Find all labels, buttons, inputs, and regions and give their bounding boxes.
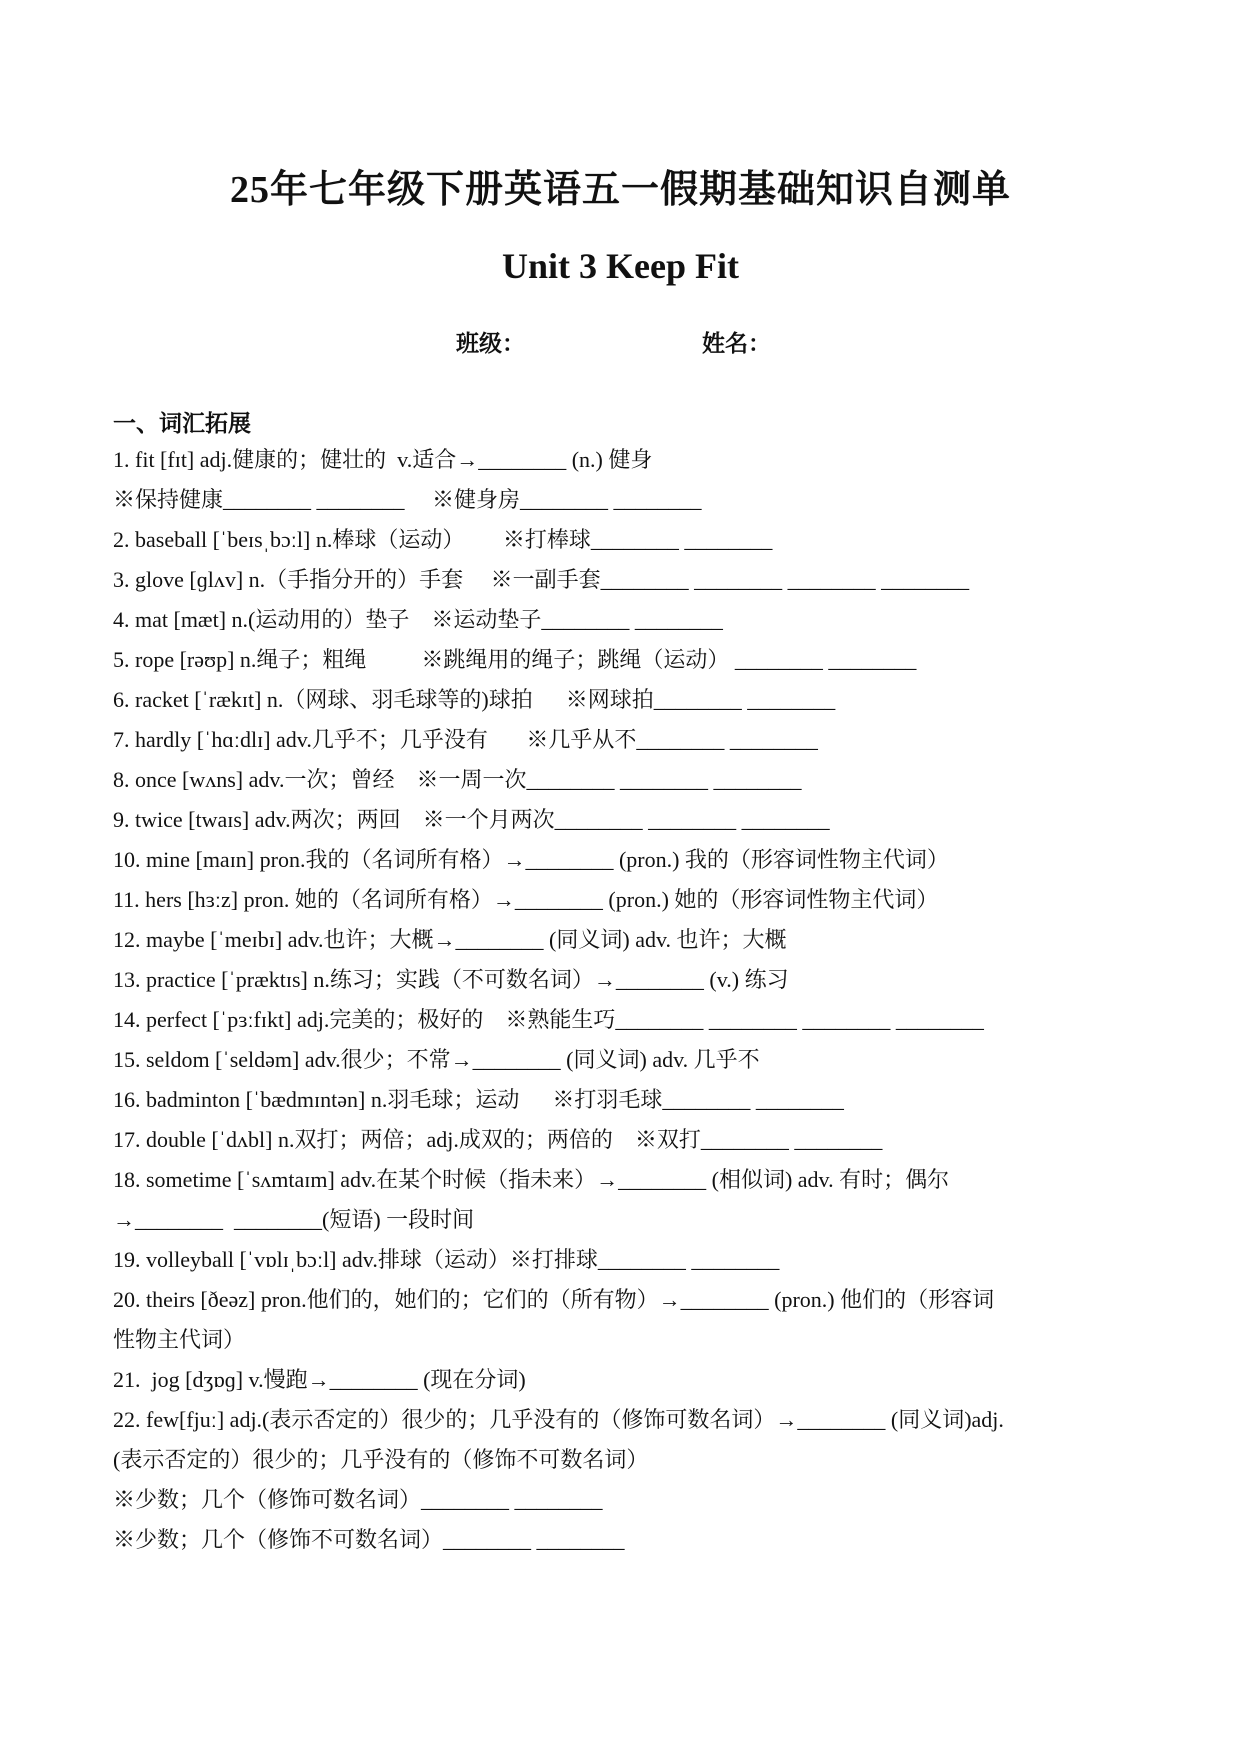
vocab-line: 12. maybe [ˈmeɪbɪ] adv.也许；大概→________ (同义词) adv. 也许；大概 (113, 927, 787, 952)
vocab-line: (表示否定的）很少的；几乎没有的（修饰不可数名词） (113, 1447, 649, 1472)
vocab-line: 16. badminton [ˈbædmɪntən] n.羽毛球；运动 ※打羽毛球________ ________ (113, 1087, 844, 1112)
vocab-line: 11. hers [hɜːz] pron. 她的（名词所有格）→________ (pron.) 她的（形容词性物主代词） (113, 887, 939, 912)
vocab-line: ※保持健康________ ________ ※健身房________ ________ (113, 487, 702, 512)
vocab-line: 9. twice [twaɪs] adv.两次；两回 ※一个月两次________ ________ ________ (113, 807, 830, 832)
vocab-line: 13. practice [ˈpræktɪs] n.练习；实践（不可数名词）→________ (v.) 练习 (113, 967, 789, 992)
vocab-line: 2. baseball [ˈbeɪsˌbɔːl] n.棒球（运动） ※打棒球________ ________ (113, 527, 773, 552)
vocab-line: 5. rope [rəʊp] n.绳子；粗绳 ※跳绳用的绳子；跳绳（运动） ________ ________ (113, 647, 917, 672)
unit-title: Unit 3 Keep Fit (502, 246, 739, 286)
vocab-line: 20. theirs [ðeəz] pron.他们的，她们的；它们的（所有物）→________ (pron.) 他们的（形容词 (113, 1287, 995, 1312)
section-heading: 一、词汇拓展 (113, 411, 251, 436)
vocab-line: 7. hardly [ˈhɑːdlɪ] adv.几乎不；几乎没有 ※几乎从不________ ________ (113, 727, 818, 752)
vocab-line: ※少数；几个（修饰不可数名词）________ ________ (113, 1527, 625, 1552)
vocab-line: 15. seldom [ˈseldəm] adv.很少；不常→________ (同义词) adv. 几乎不 (113, 1047, 760, 1072)
student-info (0, 325, 1241, 355)
vocab-line: ※少数；几个（修饰可数名词）________ ________ (113, 1487, 603, 1512)
worksheet-title: 25年七年级下册英语五一假期基础知识自测单 (229, 169, 1011, 211)
class-label: 班级： (456, 331, 525, 356)
vocab-line: 22. few[fjuː] adj.(表示否定的）很少的；几乎没有的（修饰可数名词）→________ (同义词)adj. (113, 1407, 1004, 1432)
name-label: 姓名： (702, 331, 771, 356)
vocab-line: 17. double [ˈdʌbl] n.双打；两倍；adj.成双的；两倍的 ※双打________ ________ (113, 1127, 883, 1152)
vocab-line: →________ ________(短语) 一段时间 (113, 1207, 475, 1232)
vocab-line: 4. mat [mæt] n.(运动用的）垫子 ※运动垫子________ ________ (113, 607, 723, 632)
vocabulary-list (113, 440, 1133, 1560)
vocab-line: 1. fit [fɪt] adj.健康的；健壮的 v.适合→________ (n.) 健身 (113, 447, 653, 472)
vocab-line: 21. jog [dʒɒɡ] v.慢跑→________ (现在分词) (113, 1367, 526, 1392)
vocab-line: 19. volleyball [ˈvɒlɪˌbɔːl] adv.排球（运动）※打排球________ ________ (113, 1247, 780, 1272)
vocab-line: 性物主代词） (113, 1327, 246, 1352)
vocab-line: 8. once [wʌns] adv.一次；曾经 ※一周一次________ ________ ________ (113, 767, 802, 792)
vocab-line: 6. racket [ˈrækɪt] n.（网球、羽毛球等的)球拍 ※网球拍________ ________ (113, 687, 836, 712)
vocab-line: 18. sometime [ˈsʌmtaɪm] adv.在某个时候（指未来）→________ (相似词) adv. 有时；偶尔 (113, 1167, 950, 1192)
vocab-line: 14. perfect [ˈpɜːfɪkt] adj.完美的；极好的 ※熟能生巧________ ________ ________ ________ (113, 1007, 984, 1032)
vocab-line: 3. glove [ɡlʌv] n.（手指分开的）手套 ※一副手套________ ________ ________ ________ (113, 567, 970, 592)
vocab-line: 10. mine [maɪn] pron.我的（名词所有格）→________ (pron.) 我的（形容词性物主代词） (113, 847, 949, 872)
